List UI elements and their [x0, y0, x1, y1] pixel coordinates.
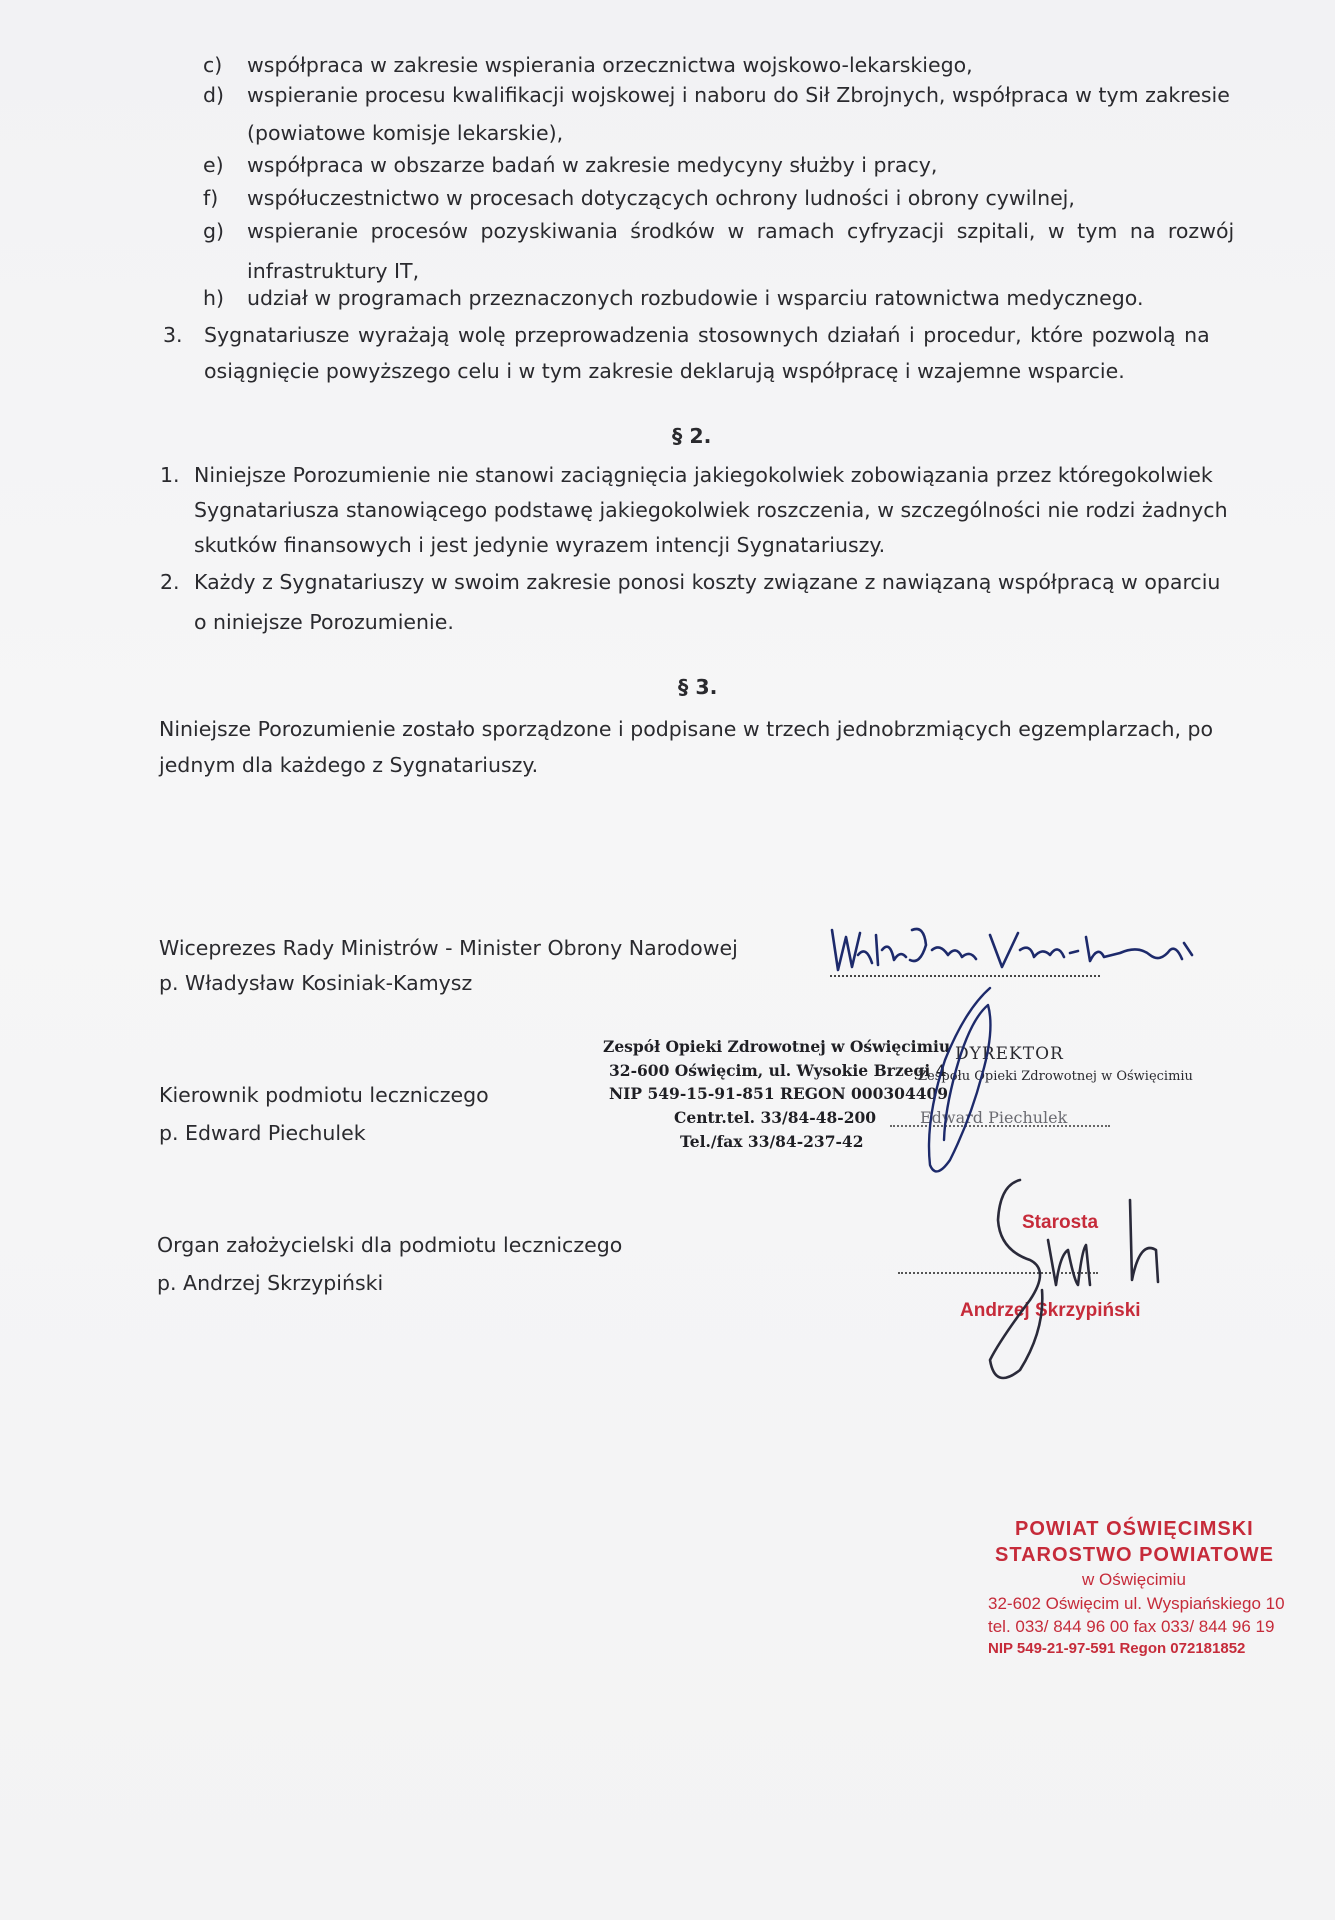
list-marker: g) — [203, 219, 225, 243]
list-item-text: infrastruktury IT, — [247, 259, 420, 283]
point-text: Każdy z Sygnatariuszy w swoim zakresie ponosi koszty związane z nawiązaną współpracą w oparciu — [194, 570, 1221, 594]
list-item-text: współuczestnictwo w procesach dotyczących ochrony ludności i obrony cywilnej, — [247, 186, 1075, 210]
stamp-line: Centr.tel. 33/84-48-200 — [674, 1108, 877, 1127]
list-item-text: wspieranie procesu kwalifikacji wojskowej i naboru do Sił Zbrojnych, współpraca w tym zakresie — [247, 83, 1230, 107]
signatory-name: p. Andrzej Skrzypiński — [157, 1271, 384, 1295]
signatory-role: Organ założycielski dla podmiotu leczniczego — [157, 1233, 623, 1257]
list-marker: h) — [203, 286, 224, 310]
stamp-line: STAROSTWO POWIATOWE — [995, 1544, 1274, 1566]
stamp-line: tel. 033/ 844 96 00 fax 033/ 844 96 19 — [988, 1617, 1275, 1636]
section-heading: § 3. — [678, 675, 718, 699]
point-text: Sygnatariusze wyrażają wolę przeprowadzenia stosownych działań i procedur, które pozwolą na — [204, 323, 1210, 347]
stamp-line: NIP 549-15-91-851 REGON 000304409 — [609, 1084, 949, 1103]
point-text: Sygnatariusza stanowiącego podstawę jakiegokolwiek roszczenia, w szczególności nie rodzi żadnych — [194, 498, 1228, 522]
signature-skrzypinski — [960, 1160, 1200, 1400]
stamp-line: Zespół Opieki Zdrowotnej w Oświęcimiu — [603, 1037, 951, 1056]
stamp-line: Tel./fax 33/84-237-42 — [680, 1132, 864, 1151]
point-marker: 3. — [163, 323, 183, 347]
point-marker: 2. — [160, 570, 180, 594]
point-text: o niniejsze Porozumienie. — [194, 610, 454, 634]
list-marker: f) — [203, 186, 219, 210]
list-marker: c) — [203, 53, 223, 77]
list-item-text: współpraca w obszarze badań w zakresie medycyny służby i pracy, — [247, 153, 938, 177]
signature-kosiniak-kamysz — [820, 915, 1210, 985]
list-marker: e) — [203, 153, 224, 177]
list-item-text: udział w programach przeznaczonych rozbudowie i wsparciu ratownictwa medycznego. — [247, 286, 1144, 310]
stamp-line: w Oświęcimiu — [1082, 1570, 1186, 1589]
point-text: osiągnięcie powyższego celu i w tym zakresie deklarują współpracę i wzajemne wsparcie. — [204, 359, 1125, 383]
stamp-line: 32-602 Oświęcim ul. Wyspiańskiego 10 — [988, 1594, 1285, 1613]
point-marker: 1. — [160, 463, 180, 487]
signatory-name: p. Edward Piechulek — [159, 1121, 366, 1145]
stamp-title: Starosta — [1022, 1212, 1099, 1233]
point-text: Niniejsze Porozumienie nie stanowi zaciągnięcia jakiegokolwiek zobowiązania przez któregokolwiek — [194, 463, 1213, 487]
paragraph-text: Niniejsze Porozumienie zostało sporządzone i podpisane w trzech jednobrzmiących egzemplarzach, po — [159, 717, 1214, 741]
list-item-text: wspieranie procesów pozyskiwania środków w ramach cyfryzacji szpitali, w tym na rozwój — [247, 219, 1235, 243]
paragraph-text: jednym dla każdego z Sygnatariuszy. — [159, 753, 539, 777]
section-heading: § 2. — [672, 424, 712, 448]
stamp-subtitle: Zespołu Opieki Zdrowotnej w Oświęcimiu — [918, 1069, 1193, 1084]
signatory-role: Kierownik podmiotu leczniczego — [159, 1083, 489, 1107]
stamp-title: DYREKTOR — [955, 1044, 1064, 1064]
stamp-name: Andrzej Skrzypiński — [960, 1300, 1141, 1321]
stamp-line: POWIAT OŚWIĘCIMSKI — [1015, 1518, 1254, 1540]
stamp-line: NIP 549-21-97-591 Regon 072181852 — [988, 1640, 1246, 1657]
list-item-text: (powiatowe komisje lekarskie), — [247, 121, 564, 145]
list-marker: d) — [203, 83, 225, 107]
stamp-line: 32-600 Oświęcim, ul. Wysokie Brzegi 4 — [609, 1061, 947, 1080]
point-text: skutków finansowych i jest jedynie wyrazem intencji Sygnatariuszy. — [194, 533, 886, 557]
list-item-text: współpraca w zakresie wspierania orzecznictwa wojskowo-lekarskiego, — [247, 53, 973, 77]
signatory-name: p. Władysław Kosiniak-Kamysz — [159, 971, 473, 995]
signatory-role: Wiceprezes Rady Ministrów - Minister Obrony Narodowej — [159, 936, 738, 960]
stamp-name: Edward Piechulek — [920, 1108, 1068, 1127]
